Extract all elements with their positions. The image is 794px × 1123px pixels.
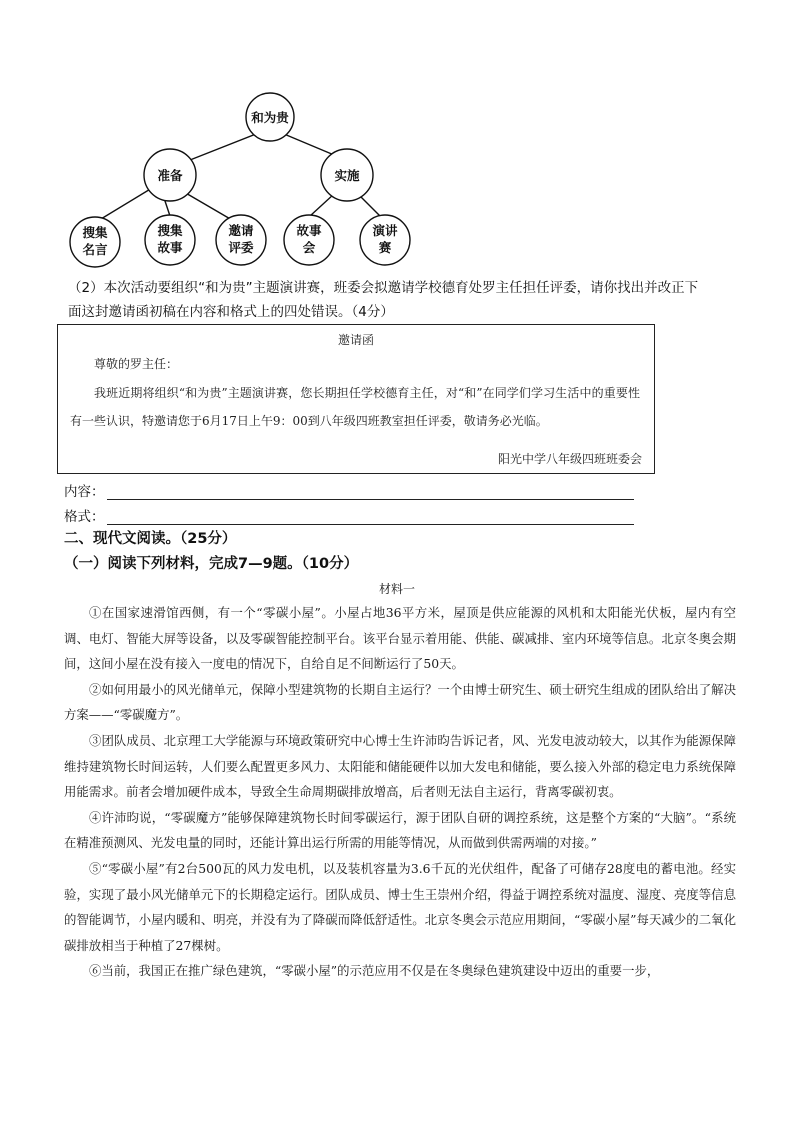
invitation-letter	[57, 324, 655, 474]
content-answer-blank[interactable]	[107, 487, 635, 500]
leaf-1-line-2: 名言	[82, 242, 108, 257]
question-2-line-2: 面这封邀请函初稿在内容和格式上的四处错误。（4分）	[68, 304, 394, 320]
leaf-2-line-1: 搜集	[157, 223, 183, 238]
leaf-4-line-1: 故事	[296, 223, 322, 238]
letter-title: 邀请函	[337, 333, 374, 347]
paragraph-1: ①在国家速滑馆西侧，有一个“零碳小屋”。小屋占地36平方米，屋顶是供应能源的风机和太阳能光伏板，屋内有空调、电灯、智能大屏等设备，以及零碳智能控制平台。该平台显示着用能、供能、碳减排、室内环境等信息。北京冬奥会期间，这间小屋在没有接入一度电的情况下，自给自足不间断运行了50天。	[64, 605, 736, 672]
leaf-5-line-1: 演讲	[372, 223, 398, 238]
material-title: 材料一	[378, 582, 415, 596]
paragraph-3: ③团队成员、北京理工大学能源与环境政策研究中心博士生许沛昀告诉记者，风、光发电波动较大，以其作为能源保障维持建筑物长时间运转，人们要么配置更多风力、太阳能和储能硬件以加大发电和储能，要么接入外部的稳定电力系统保障用能需求。前者会增加硬件成本，导致全生命周期碳排放增高，后者则无法自主运行，背离零碳初衷。	[64, 732, 736, 800]
question-2-line-1: （2）本次活动要组织“和为贵”主题演讲赛，班委会拟邀请学校德育处罗主任担任评委，请你找出并改正下	[68, 280, 699, 296]
paragraph-2: ②如何用最小的风光储单元，保障小型建筑物的长期自主运行？一个由博士研究生、硕士研究生组成的团队给出了解决方案——“零碳魔方”。	[64, 681, 736, 723]
leaf-2-line-2: 故事	[157, 240, 183, 255]
format-answer-row	[64, 505, 634, 525]
part-1-title: （一）阅读下列材料，完成7—9题。（10分）	[64, 556, 359, 572]
content-answer-row	[64, 480, 634, 500]
leaf-3-line-2: 评委	[228, 240, 254, 255]
tree-right-label: 实施	[334, 168, 360, 183]
leaf-3-line-1: 邀请	[228, 223, 254, 238]
tree-left-label: 准备	[157, 168, 183, 183]
letter-body: 我班近期将组织“和为贵”主题演讲赛，您长期担任学校德育主任，对“和”在同学们学习生活中的重要性有一些认识，特邀请您于6月17日上午9：00到八年级四班教室担任评委，敬请务必光临。	[70, 386, 640, 428]
topic-tree-diagram	[60, 86, 420, 272]
letter-signature: 阳光中学八年级四班班委会	[497, 452, 642, 466]
leaf-5-line-2: 赛	[378, 240, 392, 255]
format-label: 格式：	[64, 509, 105, 525]
leaf-4-line-2: 会	[302, 240, 316, 255]
section-2-title: 二、现代文阅读。（25分）	[64, 531, 237, 547]
paragraph-4: ④许沛昀说，“零碳魔方”能够保障建筑物长时间零碳运行，源于团队自研的调控系统，这是整个方案的“大脑”。“系统在精准预测风、光发电量的同时，还能计算出运行所需的用能等情况，从而做到供需两端的对接。”	[64, 809, 736, 851]
article-body	[64, 600, 736, 984]
paragraph-6: ⑥当前，我国正在推广绿色建筑，“零碳小屋”的示范应用不仅是在冬奥绿色建筑建设中迈出的重要一步，	[89, 963, 660, 979]
format-answer-blank[interactable]	[107, 512, 635, 525]
leaf-1-line-1: 搜集	[82, 225, 108, 240]
question-2	[68, 276, 738, 324]
content-label: 内容：	[64, 484, 105, 500]
paragraph-5: ⑤“零碳小屋”有2台500瓦的风力发电机，以及装机容量为3.6千瓦的光伏组件，配备了可储存28度电的蓄电池。经实验，实现了最小风光储单元下的长期稳定运行。团队成员、博士生王崇州介绍，得益于调控系统对温度、湿度、亮度等信息的智能调节，小屋内暖和、明亮，并没有为了降碳而降低舒适性。北京冬奥会示范应用期间，“零碳小屋”每天减少的二氧化碳排放相当于种植了27棵树。	[64, 860, 736, 953]
letter-salutation: 尊敬的罗主任：	[94, 357, 179, 371]
tree-root-label: 和为贵	[251, 110, 289, 125]
